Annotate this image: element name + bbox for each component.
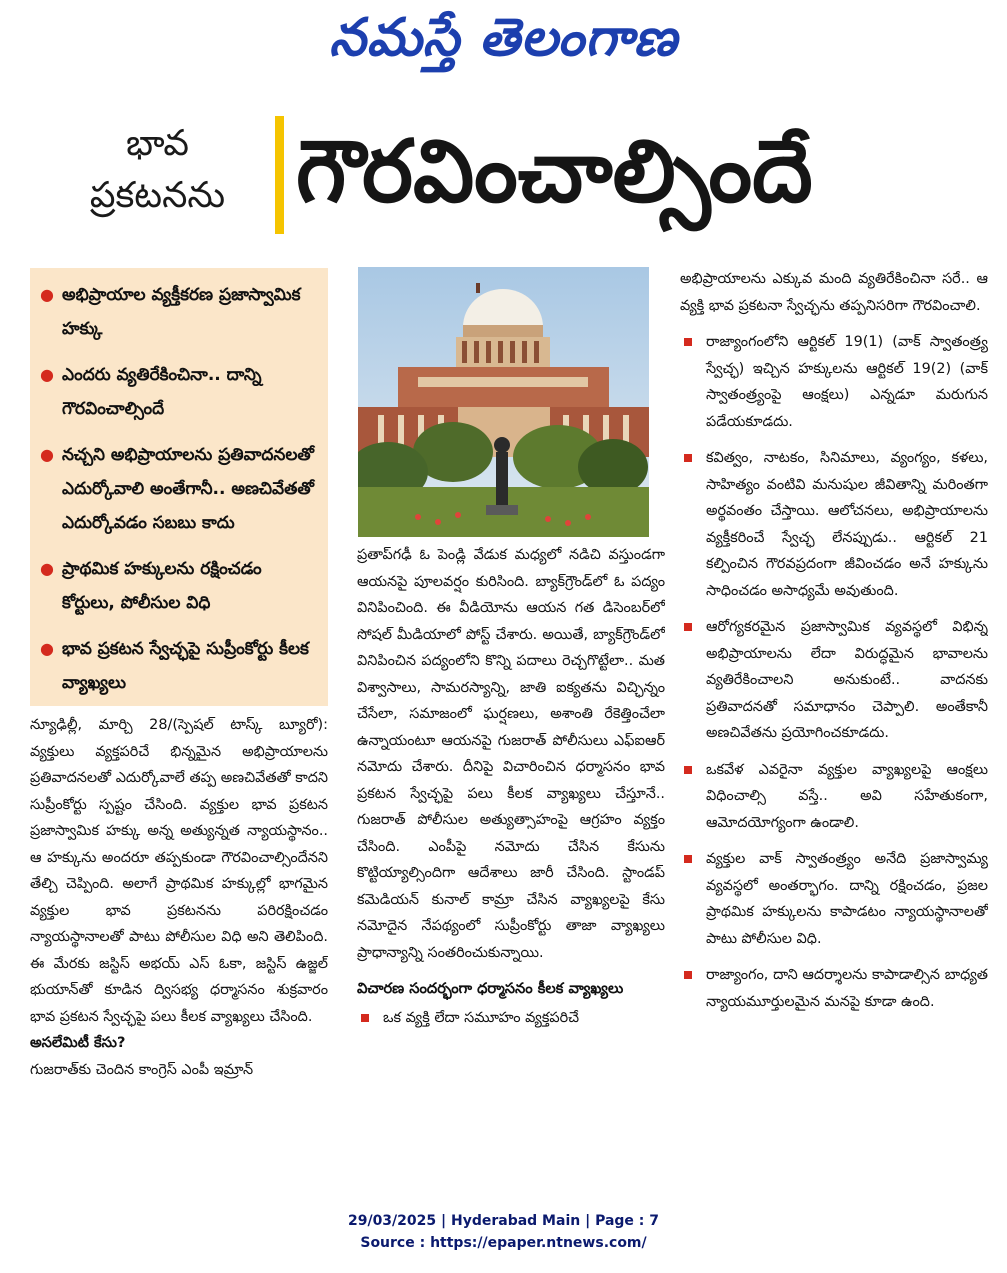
highlight-item <box>40 438 320 540</box>
article-column-1 <box>30 712 328 1184</box>
headline-kicker <box>40 118 275 236</box>
kicker-line-1: భావ <box>125 123 190 164</box>
observation-bullet <box>680 757 988 837</box>
bullet-icon <box>680 614 706 747</box>
highlight-text: ప్రాథమిక హక్కులను రక్షించడం కోర్టులు, పోలీసుల విధి <box>62 559 262 613</box>
highlight-item <box>40 358 320 426</box>
article-paragraph: అభిప్రాయాలను ఎక్కువ మంది వ్యతిరేకించినా సరే.. ఆ వ్యక్తి భావ ప్రకటనా స్వేచ్ఛను తప్పనిసరిగా గౌరవించాలి. <box>680 271 988 314</box>
masthead-logo: నమస్తే తెలంగాణ <box>329 8 678 68</box>
section-subhead: విచారణ సందర్భంగా ధర్మాసనం కీలక వ్యాఖ్యలు <box>357 980 624 997</box>
bullet-text: వ్యక్తుల వాక్ స్వాతంత్ర్యం అనేది ప్రజాస్వామ్య వ్యవస్థలో అంతర్భాగం. దాన్ని రక్షించడం, ప్రజల ప్రాథమిక హక్కులను కాపాడటం న్యాయస్థానాలతో పాటు పోలీసుల విధి. <box>706 851 988 947</box>
bullet-icon <box>680 445 706 604</box>
bullet-icon <box>680 962 706 1015</box>
highlight-text: భావ ప్రకటన స్వేచ్ఛపై సుప్రీంకోర్టు కీలక వ్యాఖ్యలు <box>62 639 309 693</box>
edition-info: 29/03/2025 | Hyderabad Main | Page : 7 <box>347 1213 660 1229</box>
highlight-text: నచ్చని అభిప్రాయాలను ప్రతివాదనలతో ఎదుర్కోవాలి అంతేగానీ.. అణచివేతతో ఎదుర్కోవడం సబబు కాదు <box>62 445 314 533</box>
bullet-icon: ● <box>40 285 54 304</box>
kicker-divider-bar <box>275 116 284 234</box>
bullet-icon <box>680 757 706 837</box>
bullet-icon: ● <box>40 445 54 464</box>
highlight-text: అభిప్రాయాల వ్యక్తీకరణ ప్రజాస్వామిక హక్కు <box>62 285 301 339</box>
supreme-court-building-image <box>358 267 649 537</box>
article-paragraph: గుజరాత్‌కు చెందిన కాంగ్రెస్ ఎంపీ ఇమ్రాన్ <box>30 1061 254 1078</box>
bullet-text: ఒక వ్యక్తి లేదా సమూహం వ్యక్తపరిచే <box>383 1009 580 1026</box>
highlight-item <box>40 632 320 700</box>
observation-bullet <box>680 846 988 952</box>
bullet-text: రాజ్యాంగం, దాని ఆదర్శాలను కాపాడాల్సిన బాధ్యత న్యాయమూర్తులమైన మనపై కూడా ఉంది. <box>706 967 988 1010</box>
bullet-icon <box>680 329 706 435</box>
bullet-icon: ● <box>40 365 54 384</box>
article-column-2 <box>357 542 665 1182</box>
observation-bullet <box>357 1005 665 1032</box>
highlight-item <box>40 552 320 620</box>
bullet-icon: ● <box>40 559 54 578</box>
observation-bullet <box>680 614 988 747</box>
source-link[interactable]: Source : https://epaper.ntnews.com/ <box>360 1235 647 1251</box>
highlights-box <box>30 268 328 706</box>
bullet-icon <box>357 1005 383 1032</box>
highlight-text: ఎందరు వ్యతిరేకించినా.. దాన్ని గౌరవించాల్సిందే <box>62 365 262 419</box>
article-paragraph: ప్రతాప్‌గఢీ ఓ పెండ్లి వేడుక మధ్యలో నడిచి వస్తుండగా ఆయనపై పూలవర్షం కురిసింది. బ్యాక్‌గ్రౌండ్‌లో ఓ పద్యం వినిపించింది. ఈ వీడియోను ఆయన గత డిసెంబర్‌లో సోషల్ మీడియాలో పోస్ట్ చేశారు. అయితే, బ్యాక్‌గ్రౌండ్‌లో వినిపించిన పద్యంలోని కొన్ని పదాలు రెచ్చగొట్టేలా.. మత విశ్వాసాలు, సామరస్యాన్ని, జాతి ఐక్యతను విచ్ఛిన్నం చేసేలా, సమాజంలో ఘర్షణలు, అశాంతి రేకెత్తించేలా ఉన్నాయంటూ ఆయనపై గుజరాత్ పోలీసులు ఎఫ్ఐఆర్ నమోదు చేశారు. దీనిపై విచారించిన ధర్మాసనం భావ ప్రకటన స్వేచ్ఛపై పలు కీలక వ్యాఖ్యలు చేస్తూనే.. గుజరాత్ పోలీసుల అత్యుత్సాహంపై ఆగ్రహం వ్యక్తం చేసింది. ఎంపీపై నమోదు చేసిన కేసును కొట్టియ్యాల్సిందిగా ఆదేశాలు జారీ చేసింది. స్టాండప్ కమెడియన్ కునాల్ కామ్రా చేసిన వ్యాఖ్యలపై కేసు నమోదైన నేపథ్యంలో సుప్రీంకోర్టు తాజా వ్యాఖ్యలు ప్రాధాన్యాన్ని సంతరించుకున్నాయి. <box>357 547 665 961</box>
bullet-icon <box>680 846 706 952</box>
article-column-3 <box>680 266 988 1186</box>
highlight-item <box>40 278 320 346</box>
bullet-text: రాజ్యాంగంలోని ఆర్టికల్ 19(1) (వాక్ స్వాతంత్ర్య స్వేచ్ఛ) ఇచ్చిన హక్కులను ఆర్టికల్ 19(2) (వాక్ స్వాతంత్ర్యంపై ఆంక్షలు) ఎన్నడూ మరుగున పడేయకూడదు. <box>706 334 988 430</box>
observation-bullet <box>680 329 988 435</box>
bullet-text: ఆరోగ్యకరమైన ప్రజాస్వామిక వ్యవస్థలో విభిన్న అభిప్రాయాలను లేదా విరుద్ధమైన భావాలను వ్యతిరేకించాలని అనుకుంటే.. వాదనకు ప్రతివాదనతో సమాధానం చెప్పాలి. అంతేకానీ అణచివేతను ప్రయోగించకూడదు. <box>706 619 988 741</box>
kicker-line-2: ప్రకటనను <box>89 175 226 216</box>
headline: గౌరవించాల్సిందే <box>296 122 813 222</box>
bullet-icon: ● <box>40 639 54 658</box>
bullet-text: కవిత్వం, నాటకం, సినిమాలు, వ్యంగ్యం, కళలు, సాహిత్యం వంటివి మనుషుల జీవితాన్ని మరింతగా అర్థవంతం చేస్తాయి. ఆలోచనలు, అభిప్రాయాలను వ్యక్తీకరించే స్వేచ్ఛ లేనప్పుడు.. ఆర్టికల్ 21 కల్పించిన గౌరవప్రదంగా జీవించడం అనే హక్కును సాధించడం అసాధ్యమే అవుతుంది. <box>706 450 988 599</box>
page-footer <box>0 1210 1007 1254</box>
supreme-court-photo <box>358 267 649 537</box>
observation-bullet <box>680 445 988 604</box>
article-intro: న్యూఢిల్లీ, మార్చి 28/(స్పెషల్ టాస్క్ బ్యూరో): వ్యక్తులు వ్యక్తపరిచే భిన్నమైన అభిప్రాయాలను ప్రతివాదనలతో ఎదుర్కోవాలే తప్ప అణచివేతతో కాదని సుప్రీంకోర్టు స్పష్టం చేసింది. వ్యక్తుల భావ ప్రకటన ప్రజాస్వామిక హక్కు అన్న అత్యున్నత న్యాయస్థానం.. ఆ హక్కును అందరూ తప్పకుండా గౌరవించాల్సిందేనని తేల్చి చెప్పింది. అలాగే ప్రాథమిక హక్కుల్లో భాగమైన వ్యక్తుల భావ ప్రకటనను పరిరక్షించడం న్యాయస్థానాలతో పాటు పోలీసుల విధి అని తెలిపింది. ఈ మేరకు జస్టిస్ అభయ్ ఎస్ ఓకా, జస్టిస్ ఉజ్జల్ భుయాన్‌తో కూడిన ద్విసభ్య ధర్మాసనం శుక్రవారం భావ ప్రకటన స్వేచ్ఛపై పలు కీలక వ్యాఖ్యలు చేసింది. <box>30 717 328 1025</box>
observation-bullet <box>680 962 988 1015</box>
bullet-text: ఒకవేళ ఎవరైనా వ్యక్తుల వ్యాఖ్యలపై ఆంక్షలు విధించాల్సి వస్తే.. అవి సహేతుకంగా, ఆమోదయోగ్యంగా ఉండాలి. <box>706 761 988 831</box>
section-subhead: అసలేమిటీ కేసు? <box>30 1034 126 1051</box>
